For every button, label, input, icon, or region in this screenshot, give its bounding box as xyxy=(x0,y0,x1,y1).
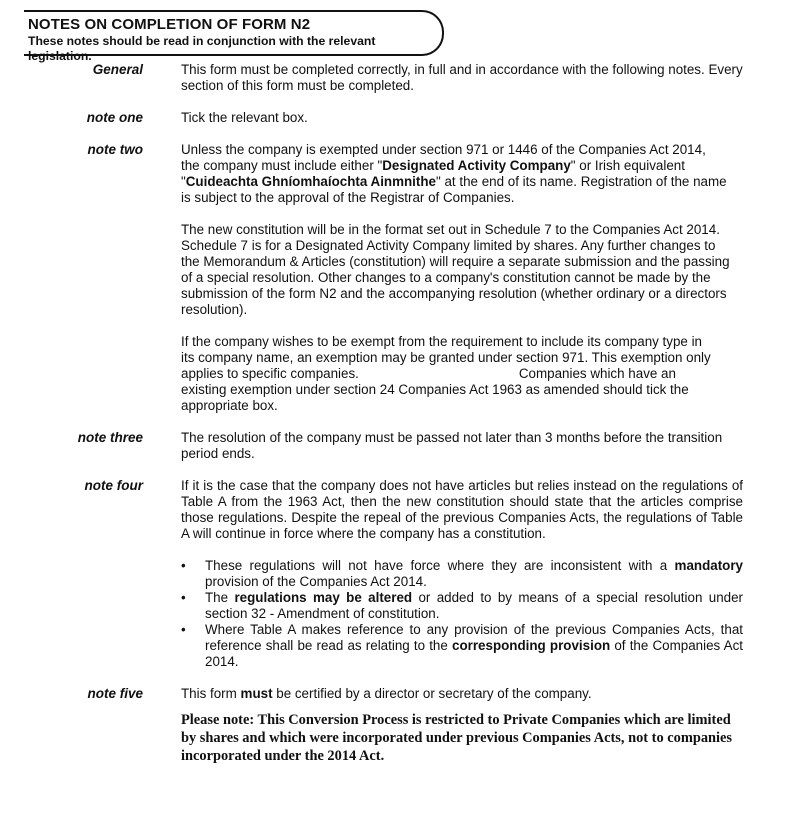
designated-activity-company-text: Designated Activity Company xyxy=(382,158,571,173)
notes-list xyxy=(0,62,800,765)
note-two-paragraph-2: The new constitution will be in the format set out in Schedule 7 to the Companies Act 2014. Schedule 7 is for a Designated Activity Company limited by shares. Any further changes to the Memorandum & Articles (constitution) will require a separate submission and the passing of a special resolution. Other changes to a company's constitution cannot be made by the submission of the form N2 and the accompanying resolution (whether ordinary or a directors resolution). xyxy=(181,222,730,317)
note-label-general: General xyxy=(92,62,143,77)
note-label-two: note two xyxy=(87,142,143,157)
note-five-text: This form must be certified by a director or secretary of the company. xyxy=(181,686,592,701)
note-one xyxy=(0,110,800,126)
note-one-text: Tick the relevant box. xyxy=(181,110,308,125)
note-five xyxy=(0,686,800,702)
note-label-five: note five xyxy=(87,686,143,701)
note-four-bullet-list xyxy=(181,558,743,670)
note-label-four: note four xyxy=(84,478,143,493)
bullet-icon: • xyxy=(181,558,186,573)
note-label-three: note three xyxy=(77,430,143,445)
please-note-restriction: Please note: This Conversion Process is restricted to Private Companies which are limited by shares and which were incorporated under previous Companies Acts, not to companies incorporated under the 2014 Act. xyxy=(181,712,733,764)
page-subtitle: These notes should be read in conjunction with the relevant legislation. xyxy=(28,34,376,63)
note-general-text: This form must be completed correctly, in full and in accordance with the following notes. Every section of this form must be completed. xyxy=(181,62,743,93)
page-title: NOTES ON COMPLETION OF FORM N2 xyxy=(28,16,311,33)
note-three-text: The resolution of the company must be passed not later than 3 months before the transition period ends. xyxy=(181,430,723,461)
list-item: • The regulations may be altered or added to by means of a special resolution under section 32 - Amendment of constitution. xyxy=(181,590,744,621)
note-three xyxy=(0,430,800,462)
note-two xyxy=(0,142,800,414)
irish-equivalent-text: Cuideachta Ghníomhaíochta Ainmnithe xyxy=(185,174,436,189)
bullet-icon: • xyxy=(181,622,186,637)
header-box xyxy=(24,10,444,63)
note-four-text: If it is the case that the company does not have articles but relies instead on the regulations of Table A from the 1963 Act, then the new constitution should state that the articles comprise those regulations. Despite the repeal of the previous Companies Acts, the regulations of Table A will continue in force where the company has a constitution. xyxy=(181,478,743,541)
list-item: • Where Table A makes reference to any provision of the previous Companies Acts, that reference shall be read as relating to the corresponding provision of the Companies Act 2014. xyxy=(181,622,743,669)
bullet-icon: • xyxy=(181,590,186,605)
note-two-paragraph-3: If the company wishes to be exempt from the requirement to include its company type in its company name, an exemption may be granted under section 971. This exemption only applies to specific companies. Companies which have an existing exemption under section 24 Companies Act 1963 as amended should tick the appropriate box. xyxy=(181,334,711,413)
list-item: • These regulations will not have force where they are inconsistent with a mandatory provision of the Companies Act 2014. xyxy=(181,558,743,589)
note-two-paragraph-1: Unless the company is exempted under section 971 or 1446 of the Companies Act 2014, the company must include either "Designated Activity Company" or Irish equivalent "Cuideachta Ghníomhaíochta Ainmnithe" at the end of its name. Registration of the name is subject to the approval of the Registrar of Companies. xyxy=(181,142,727,205)
note-general xyxy=(0,62,800,94)
note-label-one: note one xyxy=(86,110,143,125)
note-four xyxy=(0,478,800,670)
